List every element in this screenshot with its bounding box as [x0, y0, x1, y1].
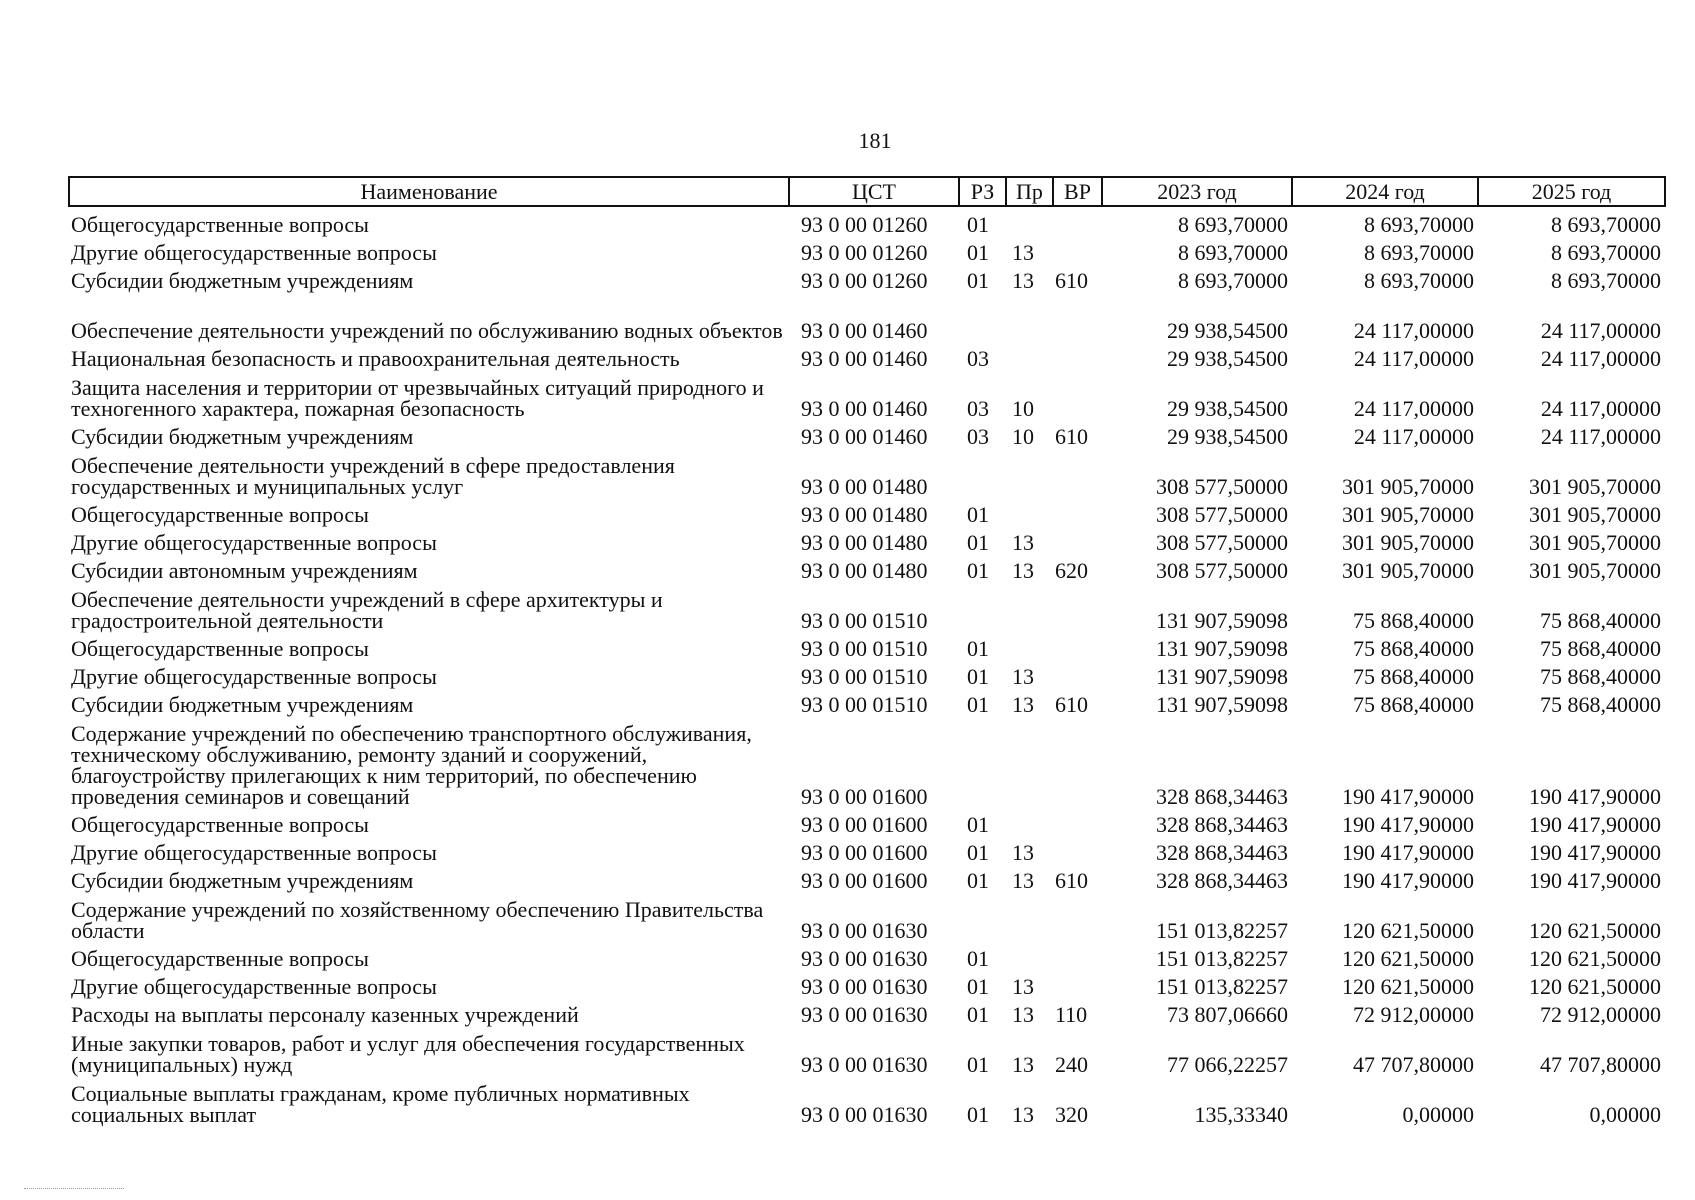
row-amount-2025: 120 621,50000: [1529, 918, 1661, 943]
row-amount-2024: 47 707,80000: [1353, 1052, 1474, 1077]
row-amount-2023: 131 907,59098: [1156, 664, 1288, 689]
row-amount-2024: 24 117,00000: [1353, 318, 1474, 343]
header-cst: ЦСТ: [789, 177, 959, 206]
row-amount-2024: 190 417,90000: [1342, 812, 1474, 837]
row-amount-2023: 328 868,34463: [1156, 840, 1288, 865]
row-amount-2025: 24 117,00000: [1540, 346, 1661, 371]
row-vr-code: 610: [1055, 868, 1088, 893]
row-name: Другие общегосударственные вопросы: [71, 240, 437, 265]
row-amount-2023: 328 868,34463: [1156, 812, 1288, 837]
row-amount-2024: 301 905,70000: [1342, 530, 1474, 555]
row-name: Общегосударственные вопросы: [71, 212, 369, 237]
row-rz-code: [959, 581, 1006, 631]
row-name: Общегосударственные вопросы: [71, 946, 369, 971]
row-pr-code: [1006, 807, 1053, 835]
row-rz-code: 01: [967, 240, 989, 265]
row-rz-code: [959, 891, 1006, 941]
row-amount-2024: 120 621,50000: [1342, 946, 1474, 971]
row-pr-code: [1006, 447, 1053, 497]
row-amount-2023: 151 013,82257: [1156, 946, 1288, 971]
row-pr-code: [1006, 581, 1053, 631]
row-rz-code: 01: [967, 946, 989, 971]
row-rz-code: 01: [967, 840, 989, 865]
row-amount-2024: 301 905,70000: [1342, 502, 1474, 527]
row-rz-code: 03: [967, 346, 989, 371]
row-pr-code: 13: [1012, 664, 1034, 689]
row-pr-code: [1006, 715, 1053, 807]
row-amount-2025: 120 621,50000: [1529, 946, 1661, 971]
row-pr-code: 13: [1012, 1002, 1034, 1027]
row-vr-code: [1053, 341, 1102, 369]
row-name: Другие общегосударственные вопросы: [71, 974, 437, 999]
row-amount-2025: 72 912,00000: [1540, 1002, 1661, 1027]
row-pr-code: [1006, 941, 1053, 969]
row-amount-2023: 29 938,54500: [1167, 318, 1288, 343]
table-row: [69, 497, 1665, 525]
row-name: Общегосударственные вопросы: [71, 636, 369, 661]
row-name: Субсидии автономным учреждениям: [71, 558, 418, 583]
row-amount-2023: 308 577,50000: [1156, 474, 1288, 499]
row-rz-code: 01: [967, 1102, 989, 1127]
row-name: Общегосударственные вопросы: [71, 502, 369, 527]
row-name: Содержание учреждений по хозяйственному обеспечению Правительства области: [71, 897, 764, 943]
row-rz-code: 01: [967, 268, 989, 293]
row-rz-code: 01: [967, 692, 989, 717]
row-amount-2023: 308 577,50000: [1156, 558, 1288, 583]
row-amount-2023: 8 693,70000: [1178, 240, 1288, 265]
row-amount-2023: 308 577,50000: [1156, 530, 1288, 555]
row-cst-code: 93 0 00 01510: [801, 636, 928, 661]
table-row: [69, 447, 1665, 497]
row-vr-code: [1053, 631, 1102, 659]
row-amount-2023: 328 868,34463: [1156, 868, 1288, 893]
header-vr: ВР: [1053, 177, 1102, 206]
table-row: [69, 1075, 1665, 1125]
row-rz-code: 01: [967, 502, 989, 527]
row-pr-code: [1006, 497, 1053, 525]
row-amount-2025: 75 868,40000: [1540, 692, 1661, 717]
row-vr-code: [1053, 581, 1102, 631]
row-amount-2025: 24 117,00000: [1540, 396, 1661, 421]
row-cst-code: 93 0 00 01510: [801, 692, 928, 717]
table-row: [69, 997, 1665, 1025]
row-rz-code: 03: [967, 424, 989, 449]
row-rz-code: 01: [967, 974, 989, 999]
table-row: [69, 369, 1665, 419]
table-row: [69, 1025, 1665, 1075]
row-amount-2023: 151 013,82257: [1156, 918, 1288, 943]
table-row: [69, 807, 1665, 835]
table-row: [69, 341, 1665, 369]
row-amount-2023: 135,33340: [1194, 1102, 1288, 1127]
row-amount-2023: 29 938,54500: [1167, 396, 1288, 421]
row-name: Субсидии бюджетным учреждениям: [71, 868, 414, 893]
row-vr-code: [1053, 835, 1102, 863]
row-amount-2023: 131 907,59098: [1156, 608, 1288, 633]
row-pr-code: 10: [1012, 424, 1034, 449]
row-vr-code: [1053, 969, 1102, 997]
row-amount-2025: 24 117,00000: [1540, 318, 1661, 343]
table-header-row: [69, 177, 1665, 206]
row-name: Защита населения и территории от чрезвычайных ситуаций природного и техногенного характера, пожарная безопасность: [71, 375, 764, 421]
row-amount-2025: 301 905,70000: [1529, 558, 1661, 583]
table-body: [69, 206, 1665, 1125]
row-amount-2024: 75 868,40000: [1353, 608, 1474, 633]
row-name: Другие общегосударственные вопросы: [71, 664, 437, 689]
row-amount-2023: 131 907,59098: [1156, 692, 1288, 717]
table-row: [69, 891, 1665, 941]
row-vr-code: 240: [1055, 1052, 1088, 1077]
row-pr-code: [1006, 291, 1053, 341]
table-row: [69, 941, 1665, 969]
row-cst-code: 93 0 00 01260: [801, 240, 928, 265]
row-vr-code: 610: [1055, 692, 1088, 717]
row-name: Обеспечение деятельности учреждений в сфере предоставления государственных и муниципальных услуг: [71, 453, 675, 499]
row-amount-2025: 301 905,70000: [1529, 474, 1661, 499]
row-amount-2023: 308 577,50000: [1156, 502, 1288, 527]
row-rz-code: 01: [967, 636, 989, 661]
row-amount-2024: 8 693,70000: [1364, 268, 1474, 293]
row-cst-code: 93 0 00 01600: [801, 784, 928, 809]
row-cst-code: 93 0 00 01630: [801, 1002, 928, 1027]
row-cst-code: 93 0 00 01600: [801, 812, 928, 837]
row-vr-code: 320: [1055, 1102, 1088, 1127]
row-amount-2025: 8 693,70000: [1551, 212, 1661, 237]
row-cst-code: 93 0 00 01260: [801, 268, 928, 293]
row-cst-code: 93 0 00 01510: [801, 664, 928, 689]
row-amount-2024: 8 693,70000: [1364, 240, 1474, 265]
row-vr-code: [1053, 715, 1102, 807]
page-number: 181: [858, 128, 892, 153]
row-rz-code: 01: [967, 1052, 989, 1077]
row-cst-code: 93 0 00 01600: [801, 840, 928, 865]
row-name: Обеспечение деятельности учреждений по обслуживанию водных объектов: [71, 318, 783, 343]
row-name: Обеспечение деятельности учреждений в сфере архитектуры и градостроительной деятельности: [71, 587, 663, 633]
row-pr-code: 13: [1012, 868, 1034, 893]
row-vr-code: [1053, 525, 1102, 553]
row-amount-2025: 8 693,70000: [1551, 268, 1661, 293]
row-vr-code: 620: [1055, 558, 1088, 583]
table-row: [69, 525, 1665, 553]
row-amount-2023: 131 907,59098: [1156, 636, 1288, 661]
row-amount-2024: 190 417,90000: [1342, 868, 1474, 893]
row-amount-2024: 301 905,70000: [1342, 558, 1474, 583]
header-name: Наименование: [69, 177, 789, 206]
row-amount-2024: 301 905,70000: [1342, 474, 1474, 499]
row-amount-2023: 151 013,82257: [1156, 974, 1288, 999]
row-amount-2025: 47 707,80000: [1540, 1052, 1661, 1077]
row-cst-code: 93 0 00 01460: [801, 396, 928, 421]
row-cst-code: 93 0 00 01260: [801, 212, 928, 237]
row-amount-2025: 75 868,40000: [1540, 608, 1661, 633]
row-vr-code: [1053, 447, 1102, 497]
row-pr-code: 13: [1012, 974, 1034, 999]
table-row: [69, 631, 1665, 659]
row-rz-code: [959, 291, 1006, 341]
row-rz-code: [959, 715, 1006, 807]
row-pr-code: [1006, 206, 1053, 235]
scan-artifact-mark: [24, 1188, 124, 1190]
table-row: [69, 206, 1665, 235]
row-pr-code: [1006, 631, 1053, 659]
table-row: [69, 235, 1665, 263]
budget-table: [68, 176, 1666, 1125]
row-amount-2023: 29 938,54500: [1167, 424, 1288, 449]
table-row: [69, 863, 1665, 891]
row-cst-code: 93 0 00 01480: [801, 558, 928, 583]
row-pr-code: [1006, 891, 1053, 941]
row-vr-code: 610: [1055, 268, 1088, 293]
header-2023: 2023 год: [1102, 177, 1292, 206]
row-cst-code: 93 0 00 01630: [801, 1052, 928, 1077]
row-rz-code: 01: [967, 212, 989, 237]
row-amount-2024: 120 621,50000: [1342, 974, 1474, 999]
row-amount-2024: 24 117,00000: [1353, 346, 1474, 371]
header-pr: Пр: [1006, 177, 1053, 206]
row-cst-code: 93 0 00 01630: [801, 974, 928, 999]
row-amount-2023: 73 807,06660: [1167, 1002, 1288, 1027]
table-row: [69, 835, 1665, 863]
row-amount-2024: 8 693,70000: [1364, 212, 1474, 237]
row-rz-code: [959, 447, 1006, 497]
row-cst-code: 93 0 00 01460: [801, 346, 928, 371]
row-name: Национальная безопасность и правоохранительная деятельность: [71, 346, 680, 371]
row-amount-2024: 190 417,90000: [1342, 784, 1474, 809]
table-row: [69, 659, 1665, 687]
row-cst-code: 93 0 00 01460: [801, 424, 928, 449]
row-vr-code: [1053, 206, 1102, 235]
row-pr-code: [1006, 341, 1053, 369]
row-amount-2024: 72 912,00000: [1353, 1002, 1474, 1027]
row-name: Иные закупки товаров, работ и услуг для обеспечения государственных (муниципальных) нужд: [71, 1031, 745, 1077]
table-row: [69, 419, 1665, 447]
row-name: Другие общегосударственные вопросы: [71, 840, 437, 865]
row-vr-code: [1053, 291, 1102, 341]
row-pr-code: 13: [1012, 558, 1034, 583]
row-cst-code: 93 0 00 01460: [801, 318, 928, 343]
row-amount-2023: 29 938,54500: [1167, 346, 1288, 371]
row-vr-code: [1053, 497, 1102, 525]
row-cst-code: 93 0 00 01630: [801, 946, 928, 971]
row-rz-code: 01: [967, 530, 989, 555]
row-name: Расходы на выплаты персоналу казенных учреждений: [71, 1002, 579, 1027]
row-amount-2025: 0,00000: [1589, 1102, 1661, 1127]
row-pr-code: 13: [1012, 692, 1034, 717]
row-amount-2024: 190 417,90000: [1342, 840, 1474, 865]
row-amount-2023: 77 066,22257: [1167, 1052, 1288, 1077]
row-pr-code: 13: [1012, 1052, 1034, 1077]
row-name: Субсидии бюджетным учреждениям: [71, 424, 414, 449]
row-cst-code: 93 0 00 01510: [801, 608, 928, 633]
header-2024: 2024 год: [1292, 177, 1478, 206]
row-vr-code: [1053, 807, 1102, 835]
row-amount-2025: 24 117,00000: [1540, 424, 1661, 449]
row-name: Другие общегосударственные вопросы: [71, 530, 437, 555]
row-amount-2023: 8 693,70000: [1178, 268, 1288, 293]
row-amount-2025: 190 417,90000: [1529, 868, 1661, 893]
row-vr-code: 610: [1055, 424, 1088, 449]
table-row: [69, 581, 1665, 631]
row-pr-code: 10: [1012, 396, 1034, 421]
table-row: [69, 553, 1665, 581]
row-amount-2023: 8 693,70000: [1178, 212, 1288, 237]
row-amount-2025: 75 868,40000: [1540, 636, 1661, 661]
row-cst-code: 93 0 00 01600: [801, 868, 928, 893]
row-pr-code: 13: [1012, 268, 1034, 293]
row-name: Субсидии бюджетным учреждениям: [71, 268, 414, 293]
row-amount-2024: 24 117,00000: [1353, 424, 1474, 449]
row-vr-code: 110: [1055, 1002, 1088, 1027]
header-rz: РЗ: [959, 177, 1006, 206]
row-cst-code: 93 0 00 01480: [801, 474, 928, 499]
row-pr-code: 13: [1012, 1102, 1034, 1127]
row-pr-code: 13: [1012, 240, 1034, 265]
row-cst-code: 93 0 00 01630: [801, 1102, 928, 1127]
row-amount-2023: 328 868,34463: [1156, 784, 1288, 809]
row-amount-2025: 8 693,70000: [1551, 240, 1661, 265]
header-2025: 2025 год: [1478, 177, 1665, 206]
row-rz-code: 03: [967, 396, 989, 421]
row-rz-code: 01: [967, 558, 989, 583]
row-rz-code: 01: [967, 1002, 989, 1027]
row-amount-2024: 75 868,40000: [1353, 692, 1474, 717]
row-vr-code: [1053, 235, 1102, 263]
row-rz-code: 01: [967, 812, 989, 837]
row-amount-2024: 75 868,40000: [1353, 664, 1474, 689]
table-row: [69, 969, 1665, 997]
row-vr-code: [1053, 659, 1102, 687]
row-amount-2025: 120 621,50000: [1529, 974, 1661, 999]
row-amount-2025: 190 417,90000: [1529, 784, 1661, 809]
row-amount-2024: 0,00000: [1402, 1102, 1474, 1127]
row-pr-code: 13: [1012, 840, 1034, 865]
row-cst-code: 93 0 00 01480: [801, 530, 928, 555]
row-pr-code: 13: [1012, 530, 1034, 555]
row-name: Содержание учреждений по обеспечению транспортного обслуживания, техническому обслуживанию, ремонту зданий и сооружений, благоустройству прилегающих к ним территорий, по обеспечению проведения семинаров и совещаний: [71, 721, 752, 809]
row-name: Субсидии бюджетным учреждениям: [71, 692, 414, 717]
table-row: [69, 687, 1665, 715]
row-rz-code: 01: [967, 664, 989, 689]
row-name: Общегосударственные вопросы: [71, 812, 369, 837]
row-amount-2025: 75 868,40000: [1540, 664, 1661, 689]
row-vr-code: [1053, 941, 1102, 969]
table-row: [69, 291, 1665, 341]
row-rz-code: 01: [967, 868, 989, 893]
row-amount-2024: 75 868,40000: [1353, 636, 1474, 661]
row-name: Социальные выплаты гражданам, кроме публичных нормативных социальных выплат: [71, 1081, 690, 1127]
row-vr-code: [1053, 369, 1102, 419]
row-cst-code: 93 0 00 01630: [801, 918, 928, 943]
row-amount-2024: 120 621,50000: [1342, 918, 1474, 943]
table-row: [69, 715, 1665, 807]
row-amount-2025: 301 905,70000: [1529, 502, 1661, 527]
row-amount-2025: 301 905,70000: [1529, 530, 1661, 555]
row-amount-2025: 190 417,90000: [1529, 812, 1661, 837]
row-amount-2025: 190 417,90000: [1529, 840, 1661, 865]
table-row: [69, 263, 1665, 291]
row-cst-code: 93 0 00 01480: [801, 502, 928, 527]
row-vr-code: [1053, 891, 1102, 941]
row-amount-2024: 24 117,00000: [1353, 396, 1474, 421]
